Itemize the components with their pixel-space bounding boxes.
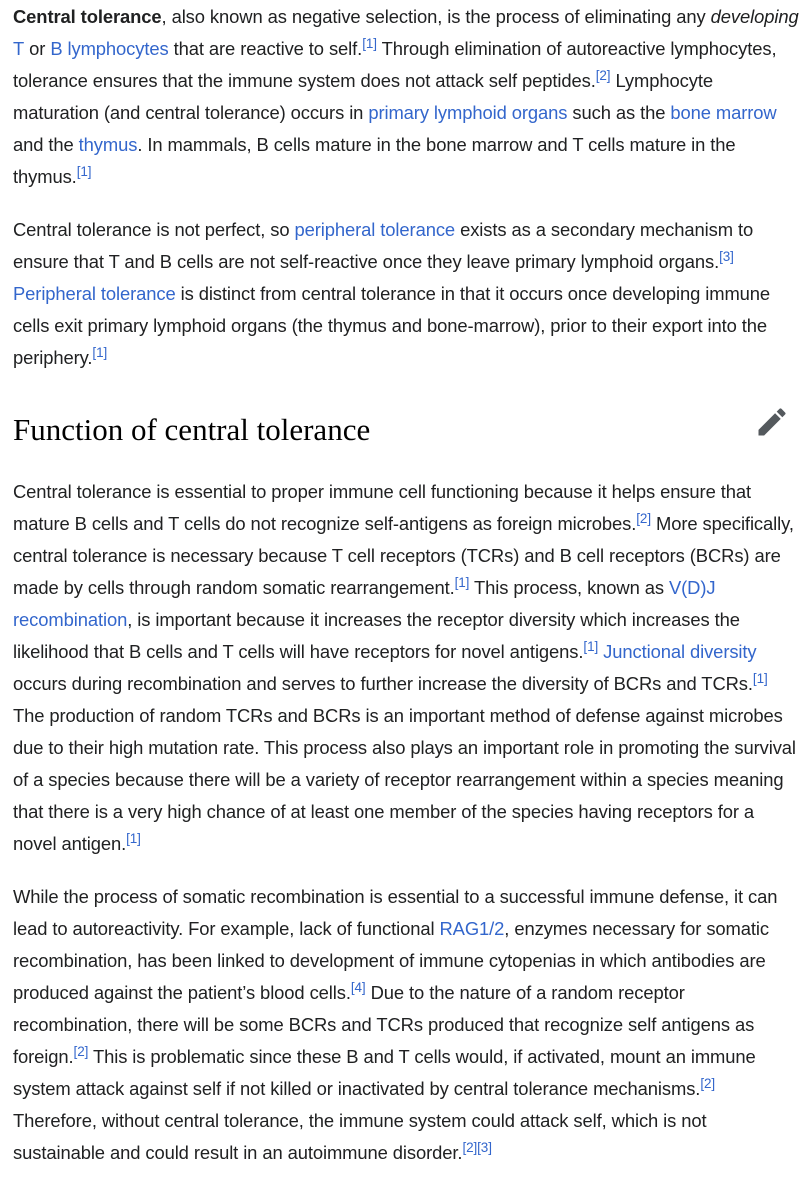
wiki-link[interactable]: Peripheral tolerance xyxy=(13,283,176,304)
wiki-link[interactable]: bone marrow xyxy=(670,102,777,123)
text-run: exists as a secondary mechanism to ensure that T and B cells are not self-reactive once they leave primary lymphoid organs. xyxy=(13,219,754,272)
text-run: Lymphocyte maturation (and central tolerance) occurs in xyxy=(13,70,713,123)
citation-link[interactable]: [1] xyxy=(583,638,599,654)
section-heading: Function of central tolerance xyxy=(13,412,371,447)
citation-link[interactable]: [1] xyxy=(126,830,141,846)
citation-link[interactable]: [2] xyxy=(700,1075,716,1091)
citation-ref xyxy=(77,164,92,179)
text-run: Through elimination of autoreactive lymphocytes, tolerance ensures that the immune system does not attack self peptides. xyxy=(13,38,777,91)
wiki-link[interactable]: RAG1/2 xyxy=(439,918,505,939)
text-run: and the xyxy=(13,134,79,155)
text-run: or xyxy=(24,38,51,59)
text-run: Central tolerance is not perfect, so xyxy=(13,219,295,240)
citation-link[interactable]: [1] xyxy=(76,163,92,179)
citation-ref xyxy=(700,1076,715,1091)
text-run: Central tolerance is essential to proper immune cell functioning because it helps ensure that mature B cells and T cells do not recognize self-antigens as foreign microbes. xyxy=(13,481,751,534)
citation-ref xyxy=(351,980,366,995)
citation-ref xyxy=(462,1140,477,1155)
wiki-link[interactable]: B lymphocytes xyxy=(50,38,169,59)
citation-ref xyxy=(126,831,141,846)
citation-ref xyxy=(362,36,377,51)
pencil-icon xyxy=(754,404,790,440)
text-run: such as the xyxy=(567,102,671,123)
citation-ref xyxy=(92,345,107,360)
text-run: The production of random TCRs and BCRs is an important method of defense against microbes due to their high mutation rate. This process also plays an important role in promoting the survival of a species because there will be a variety of receptor rearrangement within a species meaning that there is a very high chance of at least one member of the species having receptors for a novel antigen. xyxy=(13,705,796,854)
wiki-link[interactable]: Junctional diversity xyxy=(603,641,757,662)
edit-section-button[interactable] xyxy=(753,403,791,441)
text-run: that are reactive to self. xyxy=(168,38,363,59)
section-paragraph-2 xyxy=(13,881,799,1169)
section-paragraph-1 xyxy=(13,476,799,860)
text-run: While the process of somatic recombination is essential to a successful immune defense, it can lead to autoreactivity. For example, lack of functional xyxy=(13,886,778,939)
text-run: occurs during recombination and serves to further increase the diversity of BCRs and TCRs. xyxy=(13,673,753,694)
text-run: More specifically, central tolerance is necessary because T cell receptors (TCRs) and B cell receptors (BCRs) are made by cells through random somatic rearrangement. xyxy=(13,513,794,598)
text-run: Due to the nature of a random receptor recombination, there will be some BCRs and TCRs produced that recognize self antigens as foreign. xyxy=(13,982,755,1067)
wiki-link[interactable]: thymus xyxy=(78,134,138,155)
citation-ref xyxy=(719,249,734,264)
text-run: This is problematic since these B and T cells would, if activated, mount an immune system attack against self if not killed or inactivated by central tolerance mechanisms. xyxy=(13,1046,756,1099)
citation-link[interactable]: [1] xyxy=(752,670,768,686)
citation-link[interactable]: [1] xyxy=(362,35,377,51)
citation-link[interactable]: [1] xyxy=(454,574,470,590)
citation-link[interactable]: [4] xyxy=(350,979,366,995)
citation-link[interactable]: [2] xyxy=(462,1139,478,1155)
section-heading-row xyxy=(13,374,799,476)
citation-link[interactable]: [2] xyxy=(595,67,611,83)
wiki-link[interactable]: peripheral tolerance xyxy=(294,219,456,240)
text-run: Therefore, without central tolerance, the immune system could attack self, which is not sustainable and could result in an autoimmune disorder. xyxy=(13,1110,707,1163)
citation-ref xyxy=(596,68,611,83)
citation-link[interactable]: [2] xyxy=(73,1043,89,1059)
citation-ref xyxy=(455,575,470,590)
wiki-link[interactable]: primary lymphoid organs xyxy=(368,102,568,123)
text-run: is distinct from central tolerance in that it occurs once developing immune cells exit primary lymphoid organs (the thymus and bone-marrow), prior to their export into the periphery. xyxy=(13,283,771,368)
citation-ref xyxy=(753,671,768,686)
text-run: This process, known as xyxy=(469,577,669,598)
text-run: , enzymes necessary for somatic recombination, has been linked to development of immune cytopenias in which antibodies are produced against the patient’s blood cells. xyxy=(13,918,769,1003)
citation-link[interactable]: [1] xyxy=(92,344,108,360)
text-run: , is important because it increases the receptor diversity which increases the likelihood that B cells and T cells will have receptors for novel antigens. xyxy=(13,609,740,662)
citation-link[interactable]: [3] xyxy=(719,248,734,264)
citation-ref xyxy=(583,639,598,654)
citation-link[interactable]: [3] xyxy=(477,1139,492,1155)
text-run: , also known as negative selection, is the process of eliminating any xyxy=(161,6,711,27)
text-run: . In mammals, B cells mature in the bone marrow and T cells mature in the thymus. xyxy=(13,134,736,187)
intro-paragraph-2 xyxy=(13,214,799,374)
wiki-link[interactable]: T xyxy=(13,38,25,59)
citation-ref xyxy=(74,1044,89,1059)
italic-term: developing xyxy=(710,6,799,27)
wiki-link[interactable]: V(D)J recombination xyxy=(13,577,716,630)
bold-term: Central tolerance xyxy=(13,6,162,27)
citation-ref xyxy=(477,1140,492,1155)
citation-link[interactable]: [2] xyxy=(636,510,651,526)
intro-paragraph-1 xyxy=(13,0,799,193)
citation-ref xyxy=(636,511,651,526)
